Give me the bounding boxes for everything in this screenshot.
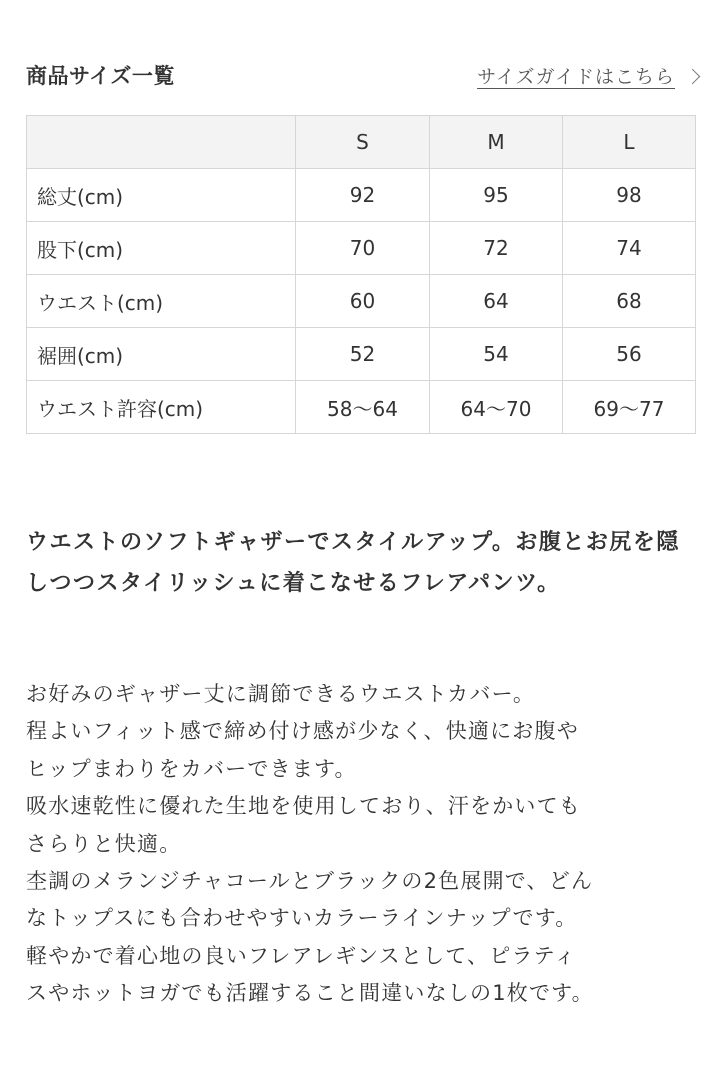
product-description — [26, 676, 706, 1013]
description-line: 吸水速乾性に優れた生地を使用しており、汗をかいても — [26, 794, 581, 819]
size-table — [26, 115, 696, 434]
description-line: なトップスにも合わせやすいカラーラインナップです。 — [26, 906, 578, 931]
table-cell: 52 — [296, 328, 430, 381]
table-cell: 74 — [563, 222, 696, 275]
table-cell: 92 — [296, 169, 430, 222]
description-line: ヒップまわりをカバーできます。 — [26, 756, 357, 781]
size-guide-link-label[interactable]: サイズガイドはこちら — [477, 66, 675, 88]
table-cell: 58〜64 — [296, 381, 430, 434]
table-cell: 68 — [563, 275, 696, 328]
size-table-header-row — [27, 116, 696, 169]
table-row — [27, 222, 696, 275]
section-title: 商品サイズ一覧 — [26, 64, 175, 88]
size-guide-link[interactable] — [477, 62, 698, 89]
description-line: 程よいフィット感で締め付け感が少なく、快適にお腹や — [26, 719, 579, 744]
row-label: ウエスト許容(cm) — [27, 381, 296, 434]
table-cell: 70 — [296, 222, 430, 275]
table-cell: 98 — [563, 169, 696, 222]
size-column-header-l: L — [563, 116, 696, 169]
table-cell: 64〜70 — [430, 381, 563, 434]
table-cell: 60 — [296, 275, 430, 328]
description-line: 軽やかで着心地の良いフレアレギンスとして、ピラティ — [26, 943, 577, 968]
table-row — [27, 169, 696, 222]
product-headline: ウエストのソフトギャザーでスタイルアップ。お腹とお尻を隠しつつスタイリッシュに着こなせるフレアパンツ。 — [26, 530, 680, 596]
row-label: 裾囲(cm) — [27, 328, 296, 381]
table-cell: 95 — [430, 169, 563, 222]
size-table-corner-cell — [27, 116, 296, 169]
table-cell: 69〜77 — [563, 381, 696, 434]
table-row — [27, 328, 696, 381]
chevron-right-icon[interactable] — [685, 69, 701, 85]
table-cell: 72 — [430, 222, 563, 275]
row-label: ウエスト(cm) — [27, 275, 296, 328]
description-line: お好みのギャザー丈に調節できるウエストカバー。 — [26, 682, 536, 706]
description-line: スやホットヨガでも活躍すること間違いなしの1枚です。 — [26, 981, 594, 1006]
size-section-header — [26, 56, 698, 96]
description-line: さらりと快適。 — [26, 831, 182, 856]
table-cell: 56 — [563, 328, 696, 381]
table-row — [27, 381, 696, 434]
table-cell: 54 — [430, 328, 563, 381]
description-line: 杢調のメランジチャコールとブラックの2色展開で、どん — [26, 869, 594, 894]
size-column-header-m: M — [430, 116, 563, 169]
table-row — [27, 275, 696, 328]
row-label: 総丈(cm) — [27, 169, 296, 222]
table-cell: 64 — [430, 275, 563, 328]
row-label: 股下(cm) — [27, 222, 296, 275]
size-column-header-s: S — [296, 116, 430, 169]
